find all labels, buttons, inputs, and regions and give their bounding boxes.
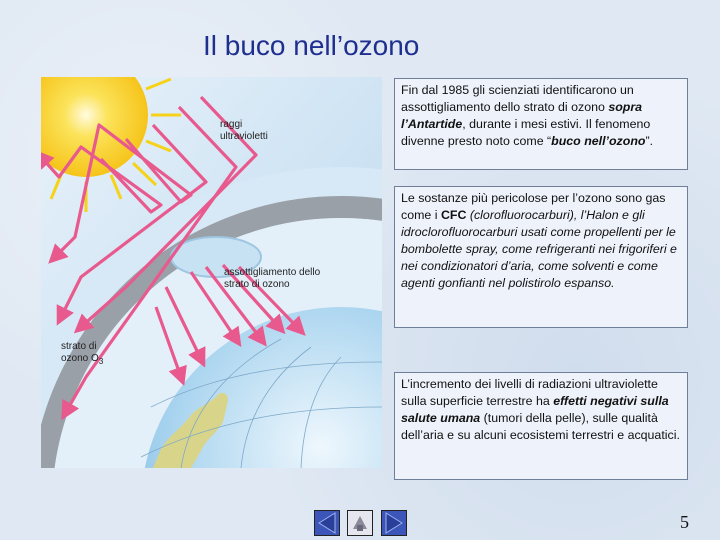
- box1-text-2: , durante i mesi estivi. Il fenomeno divenne presto noto come “: [401, 117, 651, 148]
- arrow-right-icon: [382, 511, 406, 535]
- box1-text-3: ”.: [645, 134, 654, 148]
- arrow-left-icon: [315, 511, 339, 535]
- box2-text-2: (clorofluorocarburi), l’Halon e gli idroclorofluorocarburi usati come propellenti per le bombolette spray, come refrigeranti nei frigoriferi e nei condizionatori d’aria, come solventi e come agenti gonfianti nel polistirolo espanso.: [401, 208, 677, 290]
- next-slide-button[interactable]: [381, 510, 407, 536]
- home-slide-button[interactable]: [347, 510, 373, 536]
- prev-slide-button[interactable]: [314, 510, 340, 536]
- ozone-thinning-label: assottigliamento dello strato di ozono: [224, 267, 321, 290]
- ozone-layer-label-subscript: 3: [98, 357, 104, 366]
- ozone-layer-label-text: strato di ozono O: [61, 341, 99, 364]
- text-box-substances: [394, 186, 688, 328]
- uv-rays-label: raggi ultravioletti: [220, 119, 268, 142]
- box3-text-2: (tumori della pelle), sulle qualità dell’aria e su alcuni ecosistemi terrestri e acquatici.: [401, 411, 680, 442]
- box3-bold-1: effetti negativi sulla salute umana: [401, 394, 669, 425]
- box1-text-1: Fin dal 1985 gli scienziati identificarono un assottigliamento dello strato di ozono: [401, 83, 634, 114]
- page-number: 5: [680, 512, 689, 532]
- box2-bold-1: CFC: [440, 208, 467, 222]
- box2-text-1: Le sostanze più pericolose per l’ozono sono gas come i: [401, 191, 666, 222]
- ozone-illustration: [41, 77, 382, 468]
- text-box-antarctic: [394, 78, 688, 170]
- box3-text-1: L’incremento dei livelli di radiazioni ultraviolette sulla superficie terrestre ha: [401, 377, 658, 408]
- page-title: Il buco nell’ozono: [203, 30, 420, 61]
- home-icon: [348, 511, 372, 535]
- ozone-layer-label: [61, 341, 121, 368]
- box1-bold-2: buco nell’ozono: [551, 134, 646, 148]
- text-box-effects: [394, 372, 688, 480]
- box1-bold-1: sopra l’Antartide: [401, 100, 643, 131]
